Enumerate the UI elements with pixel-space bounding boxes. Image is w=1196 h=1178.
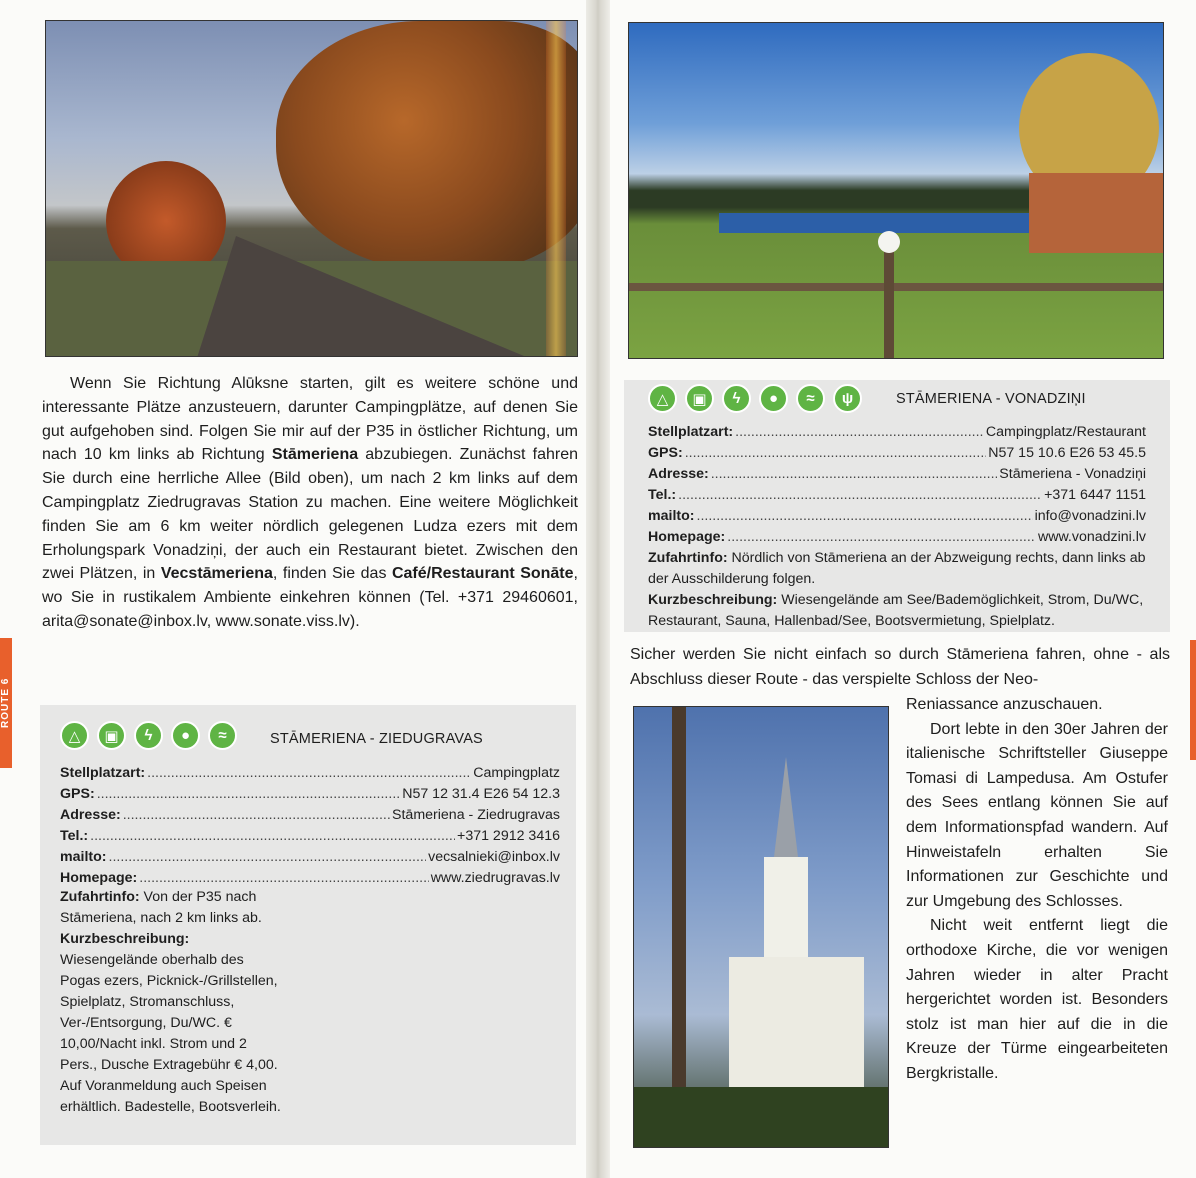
info-row: Homepage: ..... www.vonadzini.lv: [648, 527, 1146, 548]
electricity-icon: ϟ: [134, 721, 163, 750]
homepage-link[interactable]: www.vonadzini.lv: [1037, 529, 1146, 545]
email-link[interactable]: info@vonadzini.lv: [1034, 508, 1146, 524]
tent-icon: △: [648, 384, 677, 413]
castle-column-text: Reniassance anzuschauen. Dort lebte in den 30er Jahren der italienische Schriftsteller Giuseppe Tomasi di Lampedusa. Am Ostufer des Sees entlang können Sie auf dem Informationspfad wandern. Auf Hinweistafeln erhalten Sie Informationen zur Geschichte und zur Umgebung des Schlosses. Nicht weit entfernt liegt die orthodoxe Kirche, die vor wenigen Jahren wieder in alter Pracht hergerichtet worden ist. Besonders stolz ist man hier auf die in die Kreuze der Türme eingearbeiteten Bergkristalle.: [906, 696, 1168, 1082]
info-row: Stellplatzart: ..... Campingplatz: [60, 763, 560, 784]
campsite-info-box-vonadzini: [624, 380, 1170, 632]
castle-lead-text: Sicher werden Sie nicht einfach so durch Stāmeriena fahren, ohne - als Abschluss dieser Route - das verspielte Schloss der Neo-: [630, 646, 1170, 688]
info-row: Tel.: ..... +371 6447 1151: [648, 485, 1146, 506]
right-edge-tab: [1190, 640, 1196, 760]
book-gutter: [586, 0, 610, 1178]
tent-icon: △: [60, 721, 89, 750]
box-description: Zufahrtinfo: Nördlich von Stāmeriena an der Abzweigung rechts, dann links ab der Ausschilderung folgen. Kurzbeschreibung: Wiesengelände am See/Bademöglichkeit, Strom, Du/WC, Restaurant, Sauna, Hallenbad/See, Bootsvermietung, Spielplatz.: [648, 550, 1146, 629]
electricity-icon: ϟ: [722, 384, 751, 413]
amenity-icons: [60, 721, 237, 750]
info-row: mailto: ..... info@vonadzini.lv: [648, 506, 1146, 527]
email-link[interactable]: vecsalnieki@inbox.lv: [428, 849, 560, 865]
orthodox-church-photo: [633, 706, 889, 1148]
info-rows: [648, 422, 1146, 548]
lake-campsite-photo: [628, 22, 1164, 359]
info-row: Stellplatzart: ..... Campingplatz/Restaurant: [648, 422, 1146, 443]
water-icon: ●: [171, 721, 200, 750]
campsite-info-box-ziedrugravas: [40, 705, 576, 1145]
box-description: Zufahrtinfo: Von der P35 nach Stāmeriena, nach 2 km links ab. Kurzbeschreibung: Wiesengelände oberhalb des Pogas ezers, Picknick-/Grillstellen, Spielplatz, Stromanschluss, Ver-/Entsorgung, Du/WC. € 10,00/Nacht inkl. Strom und 2 Pers., Dusche Extragebühr € 4,00. Auf Voranmeldung auch Speisen erhältlich. Badestelle, Bootsverleih.: [60, 889, 281, 1115]
autumn-avenue-photo: [45, 20, 578, 357]
info-row: Tel.: ..... +371 2912 3416: [60, 826, 560, 847]
info-row: Adresse: ..... Stāmeriena - Vonadziņi: [648, 464, 1146, 485]
info-rows: [60, 763, 560, 889]
water-icon: ●: [759, 384, 788, 413]
box-title: STĀMERIENA - VONADZIŅI: [896, 391, 1086, 407]
amenity-icons: [648, 384, 862, 413]
info-row: Adresse: ..... Stāmeriena - Ziedrugravas: [60, 805, 560, 826]
caravan-icon: ▣: [97, 721, 126, 750]
info-row: Homepage: ..... www.ziedrugravas.lv: [60, 868, 560, 889]
info-row: GPS: ..... N57 12 31.4 E26 54 12.3: [60, 784, 560, 805]
box-title: STĀMERIENA - ZIEDUGRAVAS: [270, 731, 483, 747]
waves-icon: ≈: [208, 721, 237, 750]
waves-icon: ≈: [796, 384, 825, 413]
caravan-icon: ▣: [685, 384, 714, 413]
restaurant-icon: ψ: [833, 384, 862, 413]
route-side-tab: ROUTE 6: [0, 638, 12, 768]
intro-paragraph: Wenn Sie Richtung Alūksne starten, gilt es weitere schöne und interessante Plätze anzusteuern, darunter Campingplätze, auf denen Sie gut aufgehoben sind. Folgen Sie mir auf der P35 in östlicher Richtung, um nach 10 km links ab Richtung Stāmeriena abzubiegen. Zunächst fahren Sie durch eine herrliche Allee (Bild oben), um nach 2 km links auf dem Campingplatz Ziedrugravas Station zu machen. Eine weitere Möglichkeit finden Sie am 6 km weiter nördlich gelegenen Ludza ezers mit dem Erholungspark Vonadziņi, der auch ein Restaurant bietet. Zwischen den zwei Plätzen, in Vecstāmeriena, finden Sie das Café/Restaurant Sonāte, wo Sie in rustikalem Ambiente einkehren können (Tel. +371 29460601, arita@sonate@inbox.lv, www.sonate.viss.lv).: [42, 375, 579, 630]
homepage-link[interactable]: www.ziedrugravas.lv: [430, 870, 560, 886]
info-row: GPS: ..... N57 15 10.6 E26 53 45.5: [648, 443, 1146, 464]
info-row: mailto: ..... vecsalnieki@inbox.lv: [60, 847, 560, 868]
